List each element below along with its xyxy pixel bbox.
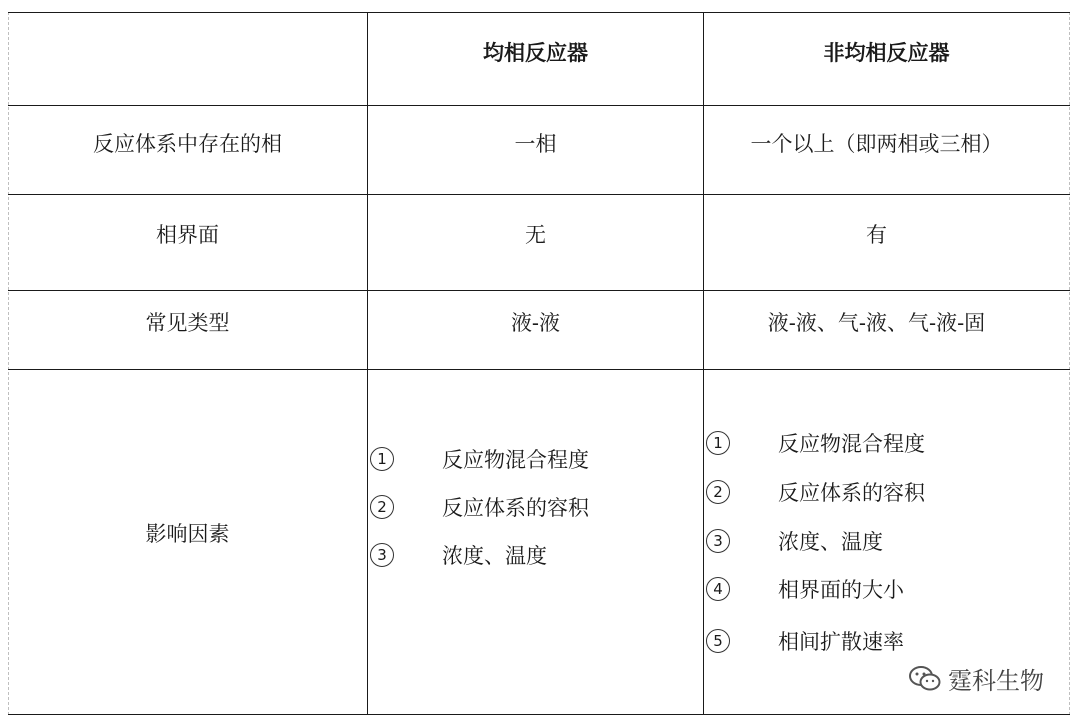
list-item-text: 浓度、温度 bbox=[778, 530, 883, 554]
row-label-interface: 相界面 bbox=[156, 223, 219, 247]
list-item-text: 反应物混合程度 bbox=[778, 432, 925, 456]
wechat-icon bbox=[908, 664, 942, 694]
circled-number: 3 bbox=[370, 543, 394, 567]
watermark-text: 霆科生物 bbox=[948, 667, 1044, 695]
cell-hetero-phases: 一个以上（即两相或三相） bbox=[750, 132, 1003, 156]
list-item-text: 反应体系的容积 bbox=[778, 481, 925, 505]
list-item-text: 相间扩散速率 bbox=[778, 630, 904, 654]
list-item-text: 浓度、温度 bbox=[442, 544, 547, 568]
cell-hetero-interface: 有 bbox=[866, 223, 887, 247]
cell-homo-interface: 无 bbox=[525, 223, 546, 247]
header-heterogeneous: 非均相反应器 bbox=[823, 40, 950, 65]
cell-homo-phases: 一相 bbox=[514, 132, 557, 156]
hetero-factors-list bbox=[706, 428, 1066, 658]
row-label-factors: 影响因素 bbox=[145, 522, 230, 546]
header-homogeneous: 均相反应器 bbox=[483, 40, 588, 65]
circled-number: 5 bbox=[706, 629, 730, 653]
circled-number: 3 bbox=[706, 529, 730, 553]
table-right-border bbox=[1069, 12, 1070, 715]
watermark bbox=[908, 661, 1044, 696]
row-label-types: 常见类型 bbox=[145, 311, 230, 335]
cell-homo-types: 液-液 bbox=[510, 311, 561, 335]
homo-factors-list bbox=[370, 444, 700, 584]
circled-number: 4 bbox=[706, 577, 730, 601]
list-item-text: 反应体系的容积 bbox=[442, 496, 589, 520]
header-empty-cell bbox=[8, 12, 367, 105]
circled-number: 1 bbox=[370, 447, 394, 471]
circled-number: 2 bbox=[706, 480, 730, 504]
row-divider-bottom bbox=[8, 714, 1070, 715]
row-label-phases: 反应体系中存在的相 bbox=[93, 132, 282, 156]
cell-hetero-types: 液-液、气-液、气-液-固 bbox=[767, 311, 986, 335]
list-item-text: 反应物混合程度 bbox=[442, 448, 589, 472]
circled-number: 2 bbox=[370, 495, 394, 519]
circled-number: 1 bbox=[706, 431, 730, 455]
list-item-text: 相界面的大小 bbox=[778, 578, 904, 602]
